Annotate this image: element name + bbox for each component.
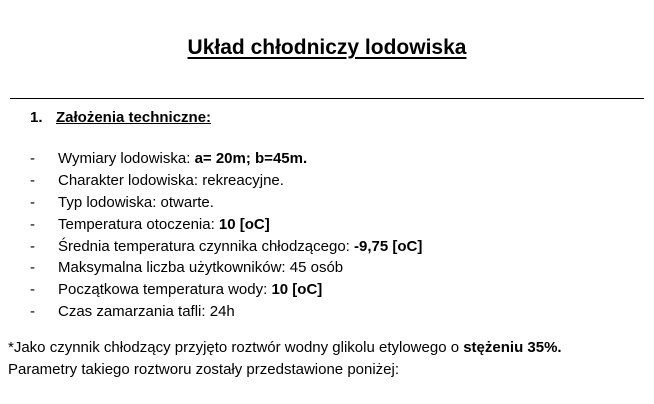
list-item-label: Temperatura otoczenia: <box>58 215 219 233</box>
list-bullet: - <box>30 303 35 321</box>
list-bullet: - <box>30 259 35 277</box>
list-item-label: Wymiary lodowiska: <box>58 150 195 167</box>
list-item <box>30 280 422 302</box>
document-title: Układ chłodniczy lodowiska <box>187 36 467 59</box>
list-item <box>30 237 422 259</box>
list-item-label: Średnia temperatura czynnika chłodzącego: <box>58 237 355 255</box>
section-heading <box>30 108 211 128</box>
section-number: 1. <box>30 109 43 126</box>
list-item <box>30 258 422 280</box>
list-item-label: Czas zamarzania tafli: 24h <box>58 303 235 321</box>
list-item-value: 10 [oC] <box>271 281 323 299</box>
list-bullet: - <box>30 150 35 167</box>
coolant-note <box>8 337 562 381</box>
list-item-label: Początkowa temperatura wody: <box>58 281 272 299</box>
list-item-value: -9,75 [oC] <box>354 237 423 255</box>
list-bullet: - <box>30 281 35 299</box>
list-bullet: - <box>30 237 35 255</box>
list-bullet: - <box>30 193 35 211</box>
list-item <box>30 149 422 171</box>
horizontal-divider <box>10 98 644 99</box>
note-text: *Jako czynnik chłodzący przyjęto roztwór wodny glikolu etylowego o <box>8 339 464 356</box>
section-heading-text: Założenia techniczne: <box>56 109 212 126</box>
list-item <box>30 302 422 324</box>
list-item-value: 10 [oC] <box>218 215 270 233</box>
list-item-value: a= 20m; b=45m. <box>194 150 308 167</box>
note-line-1 <box>8 337 562 359</box>
list-item-label: Typ lodowiska: otwarte. <box>58 193 214 211</box>
note-line-2: Parametry takiego roztworu zostały przedstawione poniżej: <box>8 361 400 378</box>
note-concentration: stężeniu 35%. <box>463 339 562 356</box>
list-item <box>30 215 422 237</box>
list-bullet: - <box>30 171 35 189</box>
list-item-label: Charakter lodowiska: rekreacyjne. <box>58 171 284 189</box>
assumptions-list <box>30 149 422 324</box>
list-bullet: - <box>30 215 35 233</box>
list-item <box>30 171 422 193</box>
list-item <box>30 193 422 215</box>
list-item-label: Maksymalna liczba użytkowników: 45 osób <box>58 259 344 277</box>
